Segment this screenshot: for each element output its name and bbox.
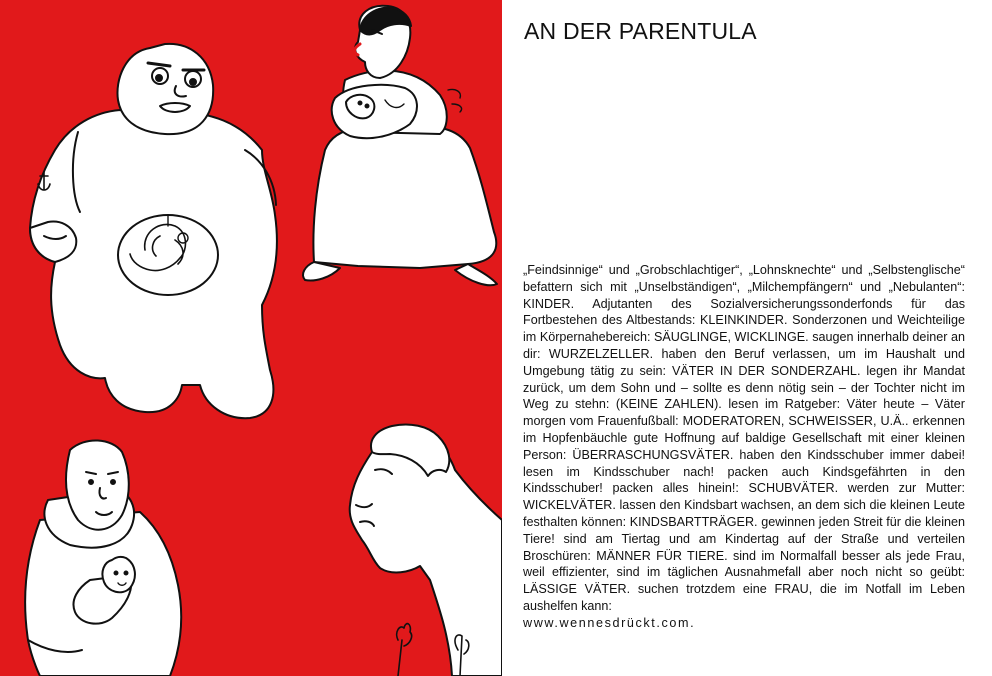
page-title: AN DER PARENTULA: [524, 18, 757, 44]
website-link[interactable]: www.wennesdrückt.com.: [523, 615, 696, 630]
body-text: [523, 262, 965, 632]
bald-man-with-baby-figure: [25, 440, 181, 676]
man-holding-baby-figure: [303, 6, 497, 285]
body-paragraph: „Feindsinnige“ und „Grobschlachtiger“, „Lohnsknechte“ und „Selbstenglische“ befattern sich mit „Unselbständigen“, „Milchempfängern“ und „Nebulanten“: KINDER. Adjutanten des Sozialversicherungssonderfonds für das Fortbestehen des Altbestands: KLEINKINDER. Sonderzonen und Weichteilige im Körpernahebereich: SÄUGLINGE, WICKLINGE. saugen innerhalb deiner an dir: WURZELZELLER. haben den Beruf verlassen, um im Haushalt und Umgebung tätig zu sein: VÄTER IN DER SONDERZAHL. legen ihr Mandat zurück, um dem Sohn und – sollte es denn nötig sein – der Tochter nicht im Weg zu stehn: (KEINE ZAHLEN). lesen im Ratgeber: Väter heute – Väter morgen vom Frauenfußball: MODERATOREN, SCHWEISSER, U.Ä.. erkennen im Hopfenbäuchle gute Hoffnung auf baldige Gesellschaft mit einer kleinen Person: ÜBERRASCHUNGSVÄTER. haben den Kindsschuber immer dabei! lesen im Kindsschuber nach! packen auch Kindsgefährten in den Kindsschuber! packen alles hinein!: SCHUBVÄTER. werden zur Mutter: WICKELVÄTER. lassen den Kindsbart wachsen, an dem sich die kleinen Leute festhalten können: KINDSBARTTRÄGER. gewinnen jeden Streit für die kleinen Tiere! sind am Tiertag und am Kindertag auf der Straße und verteilen Broschüren: MÄNNER FÜR TIERE. sind im Normalfall besser als jede Frau, weil effizienter, sind im täglichen Ausnahmefall aber noch nicht so geübt: LÄSSIGE VÄTER. suchen trotzdem eine FRAU, die im Notfall im Leben aushelfen kann:: [523, 263, 965, 613]
man-with-fetus-belly-figure: [30, 44, 277, 418]
man-profile-figure: [350, 424, 502, 676]
